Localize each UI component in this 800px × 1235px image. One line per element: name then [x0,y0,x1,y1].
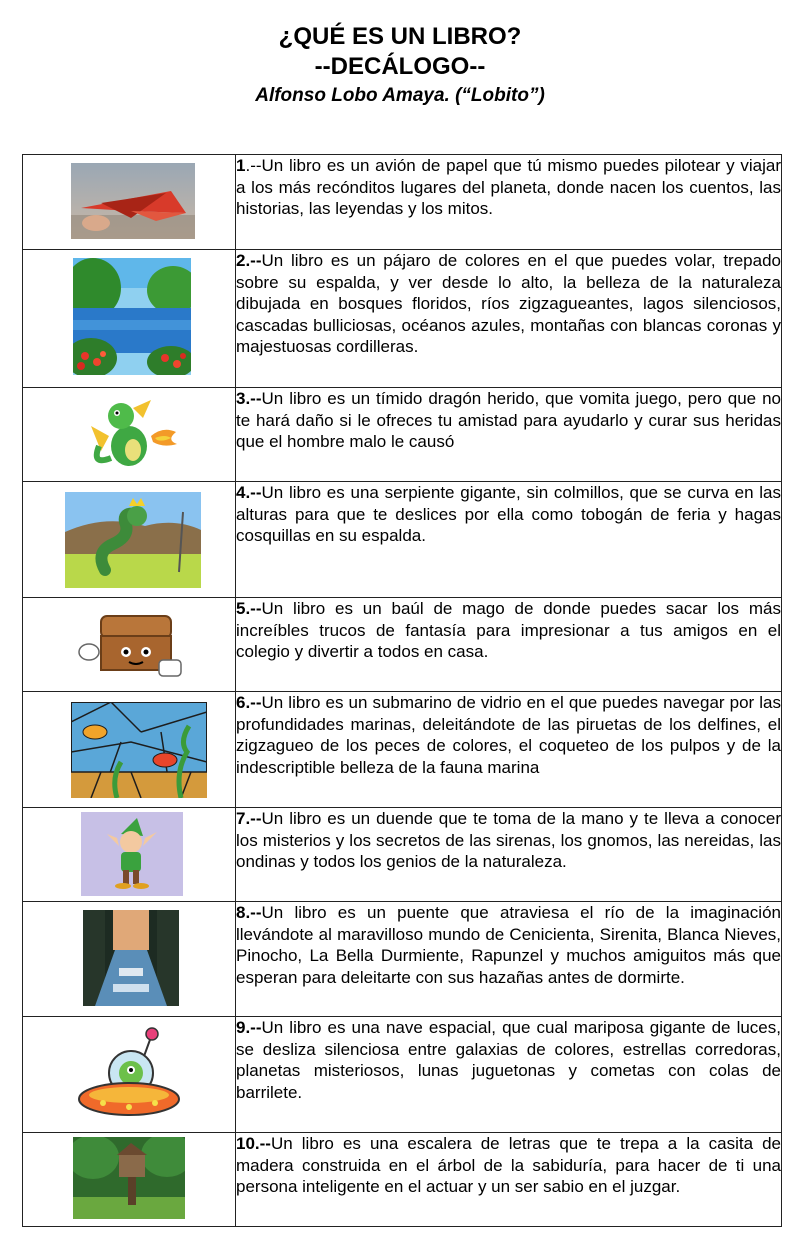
document-header [0,22,800,108]
table-row [23,250,782,388]
item-number: 5.-- [236,599,262,618]
table-row [23,902,782,1017]
item-text: Un libro es una nave espacial, que cual mariposa gigante de luces, se desliza silenciosa entre galaxias de colores, estrellas corredoras, planetas misteriosos, lunas juguetonas y cometas con colas de barrilete. [236,1018,781,1102]
treasure-chest-image [71,608,199,680]
image-cell [23,808,236,902]
item-number: 4.-- [236,483,262,502]
item-number: 2.-- [236,251,262,270]
item-number: 7.-- [236,809,262,828]
item-text-cell [236,692,782,808]
item-number: 9.-- [236,1018,262,1037]
elf-image [81,812,183,896]
author-line: Alfonso Lobo Amaya. (“Lobito”) [255,85,545,106]
item-text: Un libro es un baúl de mago de donde puedes sacar los más increíbles trucos de fantasía para impresionar a tus amigos en el colegio y divertir a todos en casa. [236,599,781,661]
item-text: Un libro es una escalera de letras que te trepa a la casita de madera construida en el árbol de la sabiduría, para hacer de ti una persona inteligente en el actuar y un ser sabio en el juzgar. [236,1134,781,1196]
table-row [23,1133,782,1227]
image-cell [23,155,236,250]
item-text-cell [236,1133,782,1227]
decalogue-table [22,154,782,1227]
item-number: 1 [236,156,246,175]
image-cell [23,598,236,692]
image-cell [23,1133,236,1227]
item-text: Un libro es un puente que atraviesa el río de la imaginación llevándote al maravilloso mundo de Cenicienta, Sirenita, Blanca Nieves, Pinocho, La Bella Durmiente, Rapunzel y muchos amiguitos más que esperan para deleitarte con sus hazañas antes de dormirte. [236,903,781,987]
item-number: 10.-- [236,1134,271,1153]
paper-airplane-image [71,163,195,239]
item-text: Un libro es una serpiente gigante, sin colmillos, que se curva en las alturas para que te deslices por ella como tobogán de feria y hagas cosquillas en su espalda. [236,483,781,545]
item-text-cell [236,808,782,902]
alien-spaceship-image [73,1023,187,1125]
table-row [23,1017,782,1133]
item-number: 8.-- [236,903,262,922]
item-text-cell [236,598,782,692]
treehouse-image [73,1137,185,1219]
snake-image [65,492,201,588]
table-row [23,692,782,808]
table-row [23,598,782,692]
dragon-image [81,396,183,474]
stained-glass-sea-image [71,702,207,798]
image-cell [23,1017,236,1133]
item-number: 3.-- [236,389,262,408]
item-text: Un libro es un submarino de vidrio en el que puedes navegar por las profundidades marinas, deleitándote de las piruetas de los delfines, el zigzagueo de los peces de colores, el coqueteo de los pulpos y de la indescriptible belleza de la fauna marina [236,693,781,777]
image-cell [23,250,236,388]
item-text-cell [236,1017,782,1133]
page-subtitle: --DECÁLOGO-- [314,53,486,80]
image-cell [23,692,236,808]
item-text-cell [236,155,782,250]
table-row [23,155,782,250]
lake-landscape-image [73,258,191,375]
item-text-cell [236,902,782,1017]
item-text: Un libro es un avión de papel que tú mismo puedes pilotear y viajar a los más recónditos lugares del planeta, donde nacen los cuentos, las historias, las leyendas y los mitos. [236,156,781,218]
table-row [23,482,782,598]
image-cell [23,902,236,1017]
item-text-cell [236,482,782,598]
item-text-cell [236,250,782,388]
image-cell [23,482,236,598]
item-separator: .-- [245,156,262,175]
image-cell [23,388,236,482]
item-text: Un libro es un tímido dragón herido, que vomita juego, pero que no te hará daño si le ofreces tu amistad para ayudarlo y curar sus heridas que el hombre malo le causó [236,389,781,451]
item-text: Un libro es un duende que te toma de la mano y te lleva a conocer los misterios y los secretos de las sirenas, los gnomos, las nereidas, las ondinas y todos los genios de la naturaleza. [236,809,781,871]
forest-river-image [83,910,179,1006]
item-text-cell [236,388,782,482]
item-text: Un libro es un pájaro de colores en el que puedes volar, trepado sobre su espalda, y ver desde lo alto, la belleza de la naturaleza dibujada en bosques floridos, ríos zigzagueantes, lagos silenciosos, cascadas bulliciosas, océanos azules, montañas con blancas coronas y majestuosas cordilleras. [236,251,781,356]
table-row [23,808,782,902]
page-title: ¿QUÉ ES UN LIBRO? [278,23,522,50]
item-number: 6.-- [236,693,262,712]
table-row [23,388,782,482]
